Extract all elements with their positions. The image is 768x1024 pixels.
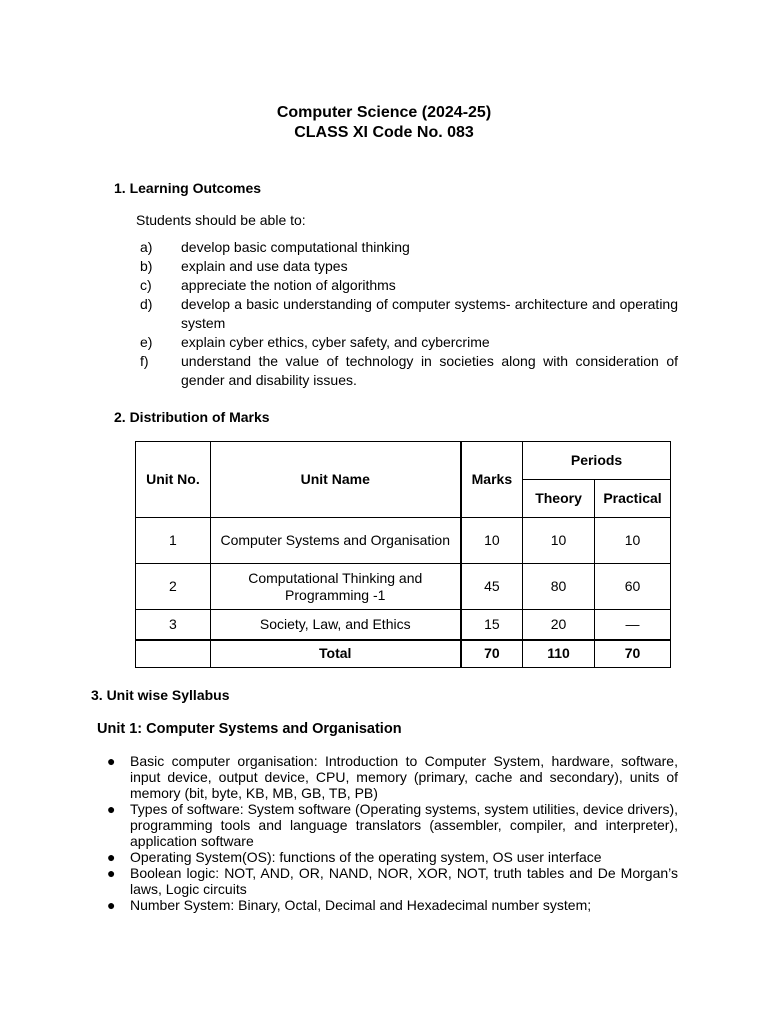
item-text: develop a basic understanding of computer systems- architecture and operating system	[181, 296, 678, 331]
header-marks: Marks	[461, 442, 523, 518]
bullet-icon: ●	[107, 753, 116, 769]
cell-unit-no: 2	[136, 564, 211, 610]
unit1-syllabus-list	[107, 753, 678, 913]
item-text: Number System: Binary, Octal, Decimal and Hexadecimal number system;	[130, 897, 592, 913]
item-marker: e)	[140, 334, 153, 350]
item-marker: d)	[140, 296, 153, 312]
item-text: Operating System(OS): functions of the operating system, OS user interface	[130, 849, 602, 865]
title-line-1: Computer Science (2024-25)	[276, 104, 492, 121]
list-item	[140, 276, 678, 295]
marks-distribution-table	[135, 441, 671, 668]
list-item	[107, 865, 678, 897]
total-row	[136, 640, 671, 668]
document-title	[0, 103, 768, 143]
list-item	[140, 257, 678, 276]
item-marker: c)	[140, 277, 152, 293]
list-item	[107, 753, 678, 801]
cell-unit-no: 1	[136, 518, 211, 564]
title-line-2: CLASS XI Code No. 083	[294, 124, 474, 141]
item-marker: f)	[140, 353, 149, 369]
section1-heading: 1. Learning Outcomes	[114, 180, 262, 196]
cell-unit-name: Computer Systems and Organisation	[210, 518, 460, 564]
header-practical: Practical	[595, 480, 671, 518]
cell-total-blank	[136, 640, 211, 668]
item-text: explain and use data types	[181, 258, 348, 274]
item-text: appreciate the notion of algorithms	[181, 277, 396, 293]
item-text: understand the value of technology in societies along with consideration of gender and disability issues.	[181, 353, 678, 388]
cell-marks: 15	[461, 610, 523, 640]
item-marker: a)	[140, 239, 153, 255]
section3-heading: 3. Unit wise Syllabus	[91, 687, 230, 703]
cell-total-theory: 110	[523, 640, 595, 668]
cell-practical: —	[595, 610, 671, 640]
cell-unit-no: 3	[136, 610, 211, 640]
item-text: Types of software: System software (Operating systems, system utilities, device drivers), programming tools and language translators (assembler, compiler, and interpreter), application software	[130, 801, 678, 849]
bullet-icon: ●	[107, 849, 116, 865]
header-unit-no: Unit No.	[136, 442, 211, 518]
header-unit-name: Unit Name	[210, 442, 460, 518]
bullet-icon: ●	[107, 865, 116, 881]
cell-theory: 10	[523, 518, 595, 564]
list-item	[140, 333, 678, 352]
cell-total-label: Total	[210, 640, 460, 668]
cell-practical: 60	[595, 564, 671, 610]
cell-unit-name: Society, Law, and Ethics	[210, 610, 460, 640]
table-row	[136, 564, 671, 610]
table-row	[136, 610, 671, 640]
cell-practical: 10	[595, 518, 671, 564]
section1-intro: Students should be able to:	[136, 212, 306, 228]
list-item	[140, 295, 678, 333]
item-text: Boolean logic: NOT, AND, OR, NAND, NOR, XOR, NOT, truth tables and De Morgan’s laws, Logic circuits	[130, 865, 678, 897]
table-row	[136, 518, 671, 564]
cell-marks: 10	[461, 518, 523, 564]
bullet-icon: ●	[107, 897, 116, 913]
item-text: develop basic computational thinking	[181, 239, 410, 255]
cell-total-marks: 70	[461, 640, 523, 668]
cell-marks: 45	[461, 564, 523, 610]
learning-outcomes-list	[140, 238, 678, 390]
unit1-heading: Unit 1: Computer Systems and Organisation	[97, 721, 402, 737]
cell-total-practical: 70	[595, 640, 671, 668]
section2-heading: 2. Distribution of Marks	[114, 409, 270, 425]
bullet-icon: ●	[107, 801, 116, 817]
cell-unit-name: Computational Thinking and Programming -1	[210, 564, 460, 610]
list-item	[107, 897, 678, 913]
list-item	[107, 801, 678, 849]
list-item	[140, 352, 678, 390]
cell-theory: 20	[523, 610, 595, 640]
header-theory: Theory	[523, 480, 595, 518]
item-text: explain cyber ethics, cyber safety, and cybercrime	[181, 334, 490, 350]
list-item	[107, 849, 678, 865]
cell-theory: 80	[523, 564, 595, 610]
item-text: Basic computer organisation: Introduction to Computer System, hardware, software, input device, output device, CPU, memory (primary, cache and secondary), units of memory (bit, byte, KB, MB, GB, TB, PB)	[130, 753, 678, 801]
header-periods: Periods	[523, 442, 671, 480]
list-item	[140, 238, 678, 257]
item-marker: b)	[140, 258, 153, 274]
